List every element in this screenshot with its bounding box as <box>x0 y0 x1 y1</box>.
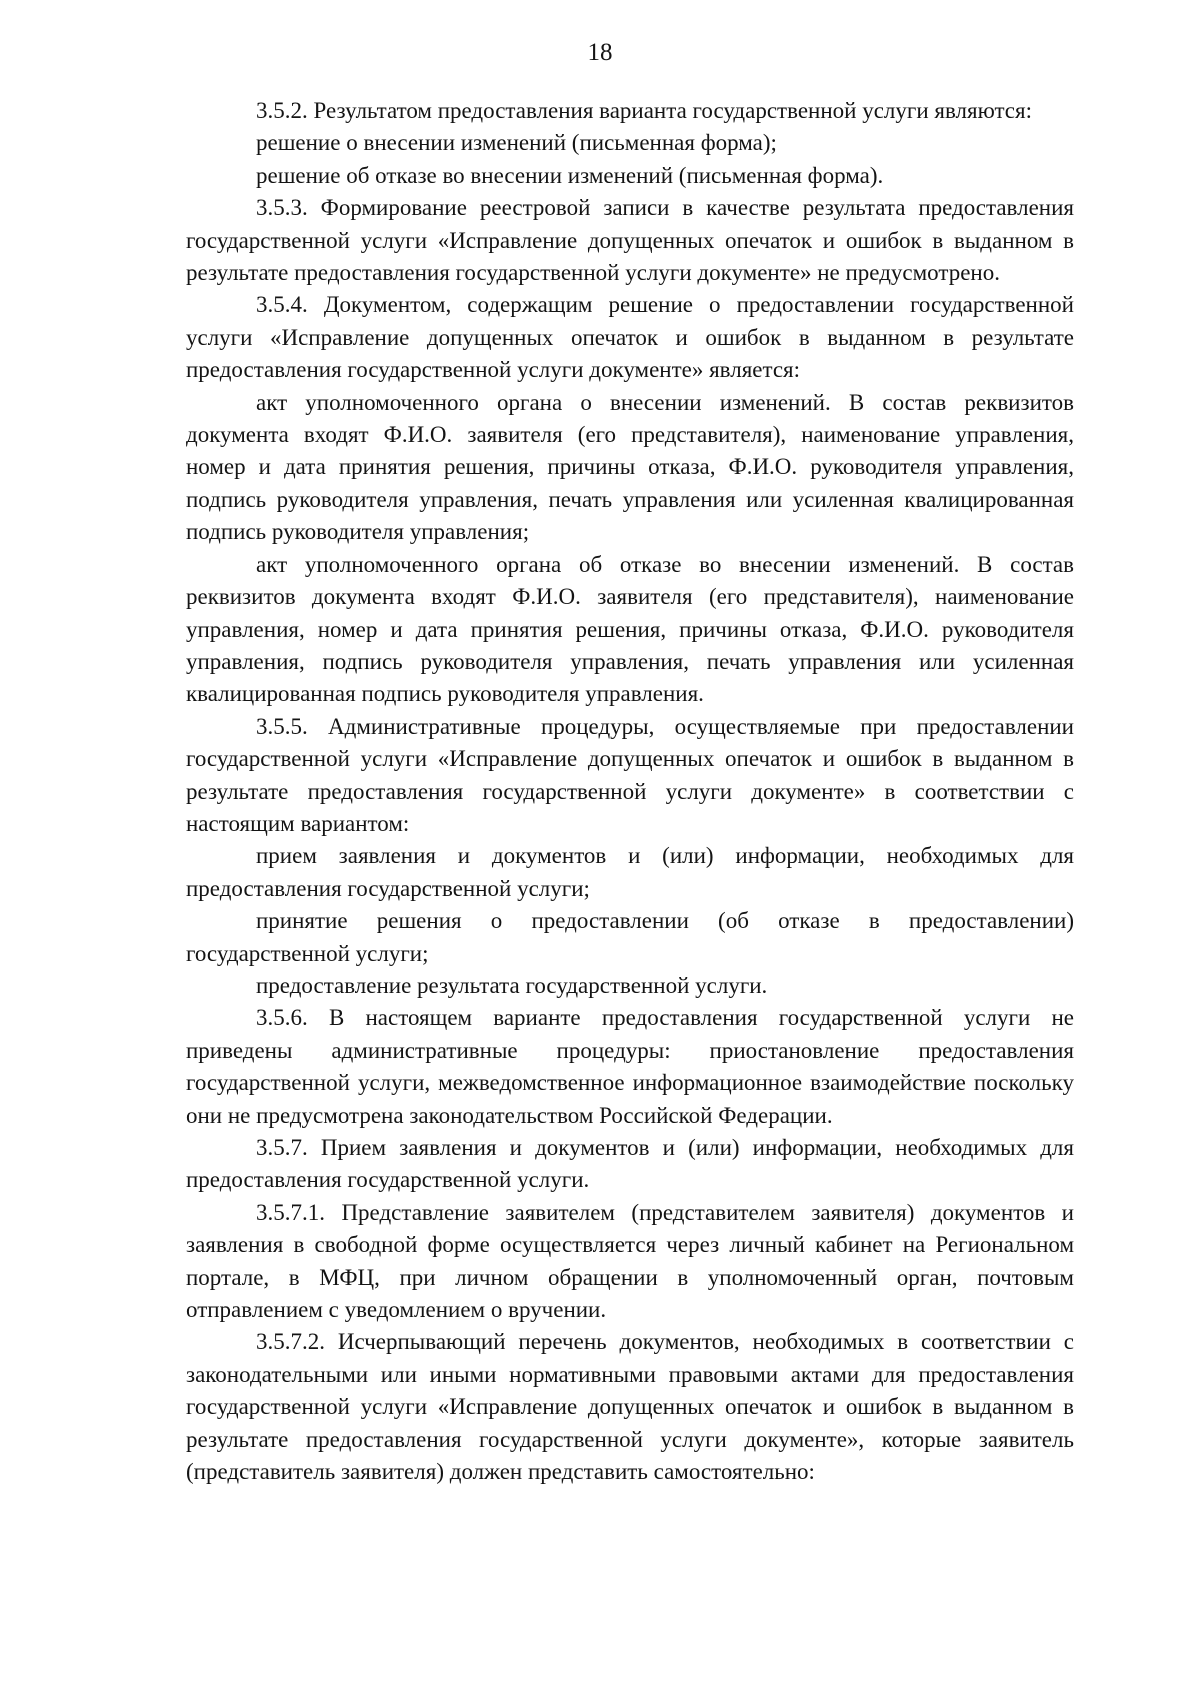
list-item-act-changes: акт уполномоченного органа о внесении изменений. В состав реквизитов документа входят Ф.И.О. заявителя (его представителя), наименование управления, номер и дата принятия решения, причины отказа, Ф.И.О. руководителя управления, подпись руководителя управления, печать управления или усиленная квалицированная подпись руководителя управления; <box>186 389 1074 545</box>
paragraph-3-5-2: 3.5.2. Результатом предоставления варианта государственной услуги являются: <box>256 98 1032 123</box>
paragraph-3-5-3: 3.5.3. Формирование реестровой записи в качестве результата предоставления государственной услуги «Исправление допущенных опечаток и ошибок в выданном в результате предоставления государственной услуги документе» не предусмотрено. <box>186 195 1074 286</box>
paragraph-3-5-4: 3.5.4. Документом, содержащим решение о предоставлении государственной услуги «Исправление допущенных опечаток и ошибок в выданном в результате предоставления государственной услуги документе» является: <box>186 292 1074 383</box>
paragraph-3-5-6: 3.5.6. В настоящем варианте предоставления государственной услуги не приведены административные процедуры: приостановление предоставления государственной услуги, межведомственное информационное взаимодействие поскольку они не предусмотрена законодательством Российской Федерации. <box>186 1005 1074 1128</box>
list-item-act-refusal: акт уполномоченного органа об отказе во внесении изменений. В состав реквизитов документа входят Ф.И.О. заявителя (его представителя), наименование управления, номер и дата принятия решения, причины отказа, Ф.И.О. руководителя управления, подпись руководителя управления, печать управления или усиленная квалицированная подпись руководителя управления. <box>186 551 1074 707</box>
paragraph-3-5-7-2: 3.5.7.2. Исчерпывающий перечень документов, необходимых в соответствии с законодательными или иными нормативными правовыми актами для предоставления государственной услуги «Исправление допущенных опечаток и ошибок в выданном в результате предоставления государственной услуги документе», которые заявитель (представитель заявителя) должен представить самостоятельно: <box>186 1329 1074 1485</box>
paragraph-3-5-7: 3.5.7. Прием заявления и документов и (или) информации, необходимых для предоставления государственной услуги. <box>186 1135 1074 1193</box>
list-item-procedure-decision: принятие решения о предоставлении (об отказе в предоставлении) государственной услуги; <box>186 908 1074 966</box>
list-item-procedure-result: предоставление результата государственной услуги. <box>256 972 768 998</box>
document-body <box>186 95 1074 1488</box>
list-item-procedure-intake: прием заявления и документов и (или) информации, необходимых для предоставления государственной услуги; <box>186 843 1074 901</box>
page-number: 18 <box>587 39 613 66</box>
paragraph-3-5-5: 3.5.5. Административные процедуры, осуществляемые при предоставлении государственной услуги «Исправление допущенных опечаток и ошибок в выданном в результате предоставления государственной услуги документе» в соответствии с настоящим вариантом: <box>186 713 1074 836</box>
paragraph-3-5-7-1: 3.5.7.1. Представление заявителем (представителем заявителя) документов и заявления в свободной форме осуществляется через личный кабинет на Региональном портале, в МФЦ, при личном обращении в уполномоченный орган, почтовым отправлением с уведомлением о вручении. <box>186 1199 1074 1323</box>
list-item-decision-refusal: решение об отказе во внесении изменений (письменная форма). <box>256 162 884 188</box>
list-item-decision-change: решение о внесении изменений (письменная форма); <box>256 130 777 156</box>
